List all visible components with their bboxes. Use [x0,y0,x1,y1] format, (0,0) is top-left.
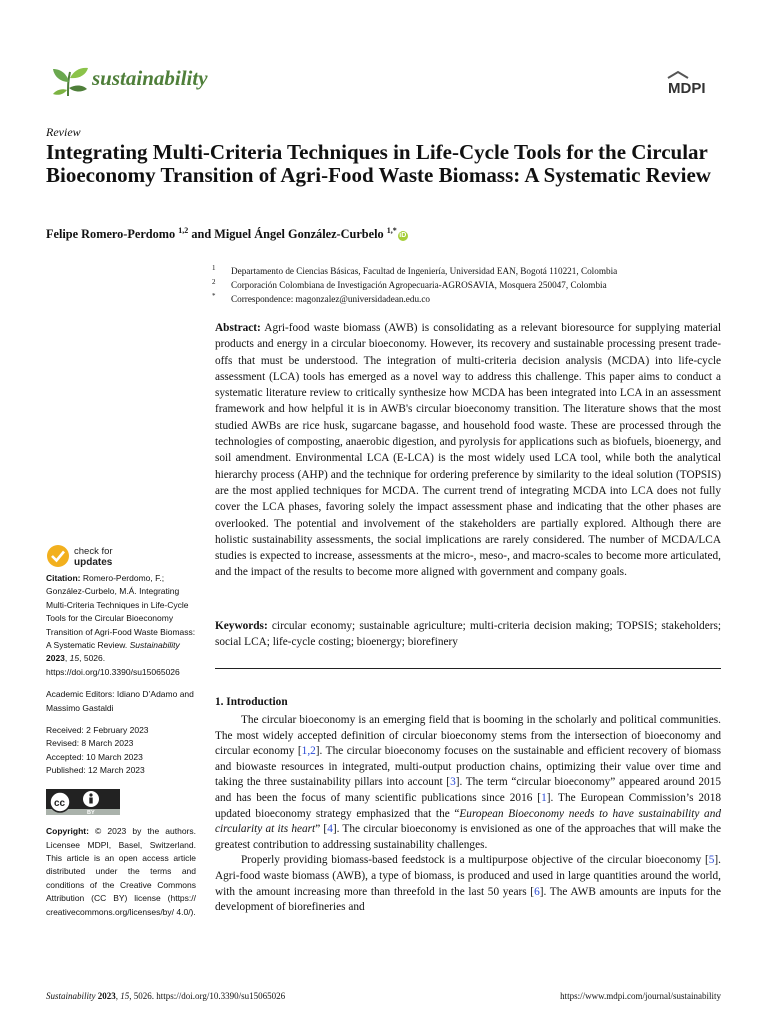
text-run: ]. The circular bioeconomy is envisioned as one of the approaches that will make the greatest contribution to addressing sustainability challenges. [215,823,721,851]
abstract-text: Agri-food waste biomass (AWB) is consolidating as a relevant bioresource for supplying material products and energy in a circular bioeconomy. However, its recovery and sustainable processing present trade-offs that must be understood. The integration of multi-criteria decision analysis (MCDA) into life-cycle assessment (LCA) tools has emerged as a novel way to address this challenge. This paper aims to conduct a systematic literature review to critically synthesize how MCDA has been integrated into LCA in an assessment framework and how helpful it is in AWB's circular bioeconomy transition. The literature shows that the most studied AWBs are rice husk, sugarcane bagasse, and household food waste. These are processed through the technologies of composting, anaerobic digestion, and pyrolysis for applications such as biofuels, bioenergy, and soil amendment. Environmental LCA (E-LCA) is the most widely used LCA tool, while both the analytical hierarchy process (AHP) and the technique for ordering preference by similarity to the ideal solution (TOPSIS) are the most applied techniques for MCDA. The current trend of integrating MCDA into LCA does not fully cover the LCA phases, favoring solely the impact assessment phase and indicating that the other phases are overlooked. The potential and involvement of the stakeholders are partially explored. Although there are holistic sustainability assessments, the social implications are rarely considered. The number of MCDA/LCA studies is expected to increase, assessments at the micro-, meso-, and macro-scales to become more articulated, and the impact of the results to become more aligned with government and company goals. [215,322,721,579]
text-run: Properly providing biomass-based feedstock is a multipurpose objective of the circular bioeconomy [ [241,854,709,867]
article-sidebar [46,572,196,919]
text-run: ]. The term “circular bioeconomy” appeared around 2015 and has been the focus of many scientific publications since 2016 [ [215,776,721,804]
citation-text: Romero-Perdomo, F.; González-Curbelo, M.Á. Integrating Multi-Criteria Techniques in Life-Cycle Tools for the Circular Bioeconomy Transition of Agri-Food Waste Biomass: A Systematic Review. [46,573,196,651]
copyright-notice [46,825,196,919]
affiliation-mark: 1 [212,264,216,272]
affiliation-mark: * [212,292,216,300]
text-run: ]. The AWB amounts are inputs for the development of biorefineries and [215,885,721,914]
footer-journal-url[interactable]: https://www.mdpi.com/journal/sustainability [560,991,721,1001]
orcid-icon[interactable]: iD [399,232,407,240]
citation-link[interactable]: 1,2 [301,745,316,758]
author-affiliation-mark: 1,2 [178,226,189,235]
citation-link[interactable]: 3 [450,776,456,789]
citation-link[interactable]: 5 [708,854,715,867]
abstract-label: Abstract: [215,322,261,334]
affiliation-item [212,292,732,306]
abstract [215,320,721,581]
affiliations [212,264,732,306]
cc-by-license-badge[interactable] [46,789,120,815]
date-revised: Revised: 8 March 2023 [46,738,134,749]
author-name: Felipe Romero-Perdomo [46,227,176,242]
paragraph [215,713,721,853]
introduction-body [215,713,721,916]
citation-journal: Sustainability [129,640,180,651]
check-for-updates-badge[interactable] [46,543,166,569]
svg-text:check for: check for [74,546,113,557]
citation-label: Citation: [46,573,81,583]
affiliation-item [212,264,732,278]
text-run: ” [ [315,823,328,836]
footer-year: 2023 [97,991,116,1001]
article-title: Integrating Multi-Criteria Techniques in Life-Cycle Tools for the Circular Bioeconomy Transition of Agri-Food Waste Biomass: A Systematic Review [46,140,711,187]
affiliation-text: Corporación Colombiana de Investigación Agropecuaria-AGROSAVIA, Mosquera 250047, Colombia [231,280,607,290]
citation-link[interactable]: 6 [534,885,540,898]
author-name: Miguel Ángel González-Curbelo [214,227,384,242]
citation-link[interactable]: 4 [327,823,333,836]
text-run: ]. The European Commission’s 2018 updated bioeconomy strategy emphasized that the “ [215,791,722,820]
keywords-label: Keywords: [215,620,268,632]
date-accepted: Accepted: 10 March 2023 [46,751,143,762]
text-run: ]. The circular bioeconomy focuses on the sustainable and efficient recovery of biomass and biowaste resources in integrated, multi-output production chains, optimizing their value over time and taking the three sustainability pillars into account [ [215,745,721,789]
keywords-text: circular economy; sustainable agriculture; multi-criteria decision making; TOPSIS; stakeholders; social LCA; life-cycle costing; bioenergy; biorefinery [215,620,722,649]
author-affiliation-mark: 1,* [386,226,397,235]
affiliation-mark: 2 [212,278,216,286]
publication-dates [46,724,196,778]
citation-doi[interactable]: , 5026. https://doi.org/10.3390/su15065026 [46,653,180,677]
academic-editors: Academic Editors: Idiano D’Adamo and Massimo Gastaldi [46,689,194,713]
author-conjunction: and [191,227,212,242]
citation-year: 2023 [46,653,65,664]
svg-text:updates: updates [74,557,113,568]
affiliation-text: Departamento de Ciencias Básicas, Facultad de Ingeniería, Universidad EAN, Bogotá 110221, Colombia [231,266,618,276]
citation-volume: 15 [69,653,80,664]
paragraph [215,853,721,915]
svg-text:cc: cc [54,797,66,809]
date-received: Received: 2 February 2023 [46,725,149,736]
quote-text: European Bioeconomy needs to have sustainability and circularity at its heart [215,807,721,836]
copyright-text: © 2023 by the authors. Licensee MDPI, Basel, Switzerland. This article is an open access article distributed under the terms and conditions of the Creative Commons Attribution (CC BY) license (https:// creativecommons.org/licenses/by/ 4.0/). [46,826,196,917]
section-heading: 1. Introduction [215,696,288,708]
date-published: Published: 12 March 2023 [46,765,145,776]
article-type: Review [46,125,81,139]
footer-journal: Sustainability [46,991,96,1001]
text-run: The circular bioeconomy is an emerging field that is booming in the scholarly and political communities. The most widely accepted definition of circular bioeconomy stems from the intersection of bioeconomy and circular economy [ [215,714,721,758]
citation-block: Citation: Romero-Perdomo, F.; González-Curbelo, M.Á. Integrating Multi-Criteria Techniques in Life-Cycle Tools for the Circular Bioeconomy Transition of Agri-Food Waste Biomass: A Systematic Review. Sustainability 2023, 15, 5026. https://doi.org/10.3390/su15065026 [46,573,196,677]
journal-name: sustainability [92,66,208,90]
copyright-label: Copyright: [46,826,89,837]
footer-citation: Sustainability 2023, 15, 5026. https://doi.org/10.3390/su15065026 [46,991,286,1001]
svg-text:MDPI: MDPI [668,80,706,96]
section-divider [215,668,721,669]
affiliation-item [212,278,732,292]
citation-link[interactable]: 1 [541,791,547,804]
footer-doi[interactable]: , 5026. https://doi.org/10.3390/su15065026 [129,991,286,1001]
svg-text:BY: BY [87,809,95,815]
correspondence-text[interactable]: Correspondence: magonzalez@universidadean.edu.co [231,294,431,304]
keywords [215,618,721,651]
author-line [46,226,408,242]
publisher-logo [664,70,720,96]
footer-volume: 15 [120,991,130,1001]
text-run: ]. Agri-food waste biomass (AWB), a type of biomass, is produced and used in large quantities around the world, with the amount increasing more than threefold in the last 50 years [ [215,854,721,898]
